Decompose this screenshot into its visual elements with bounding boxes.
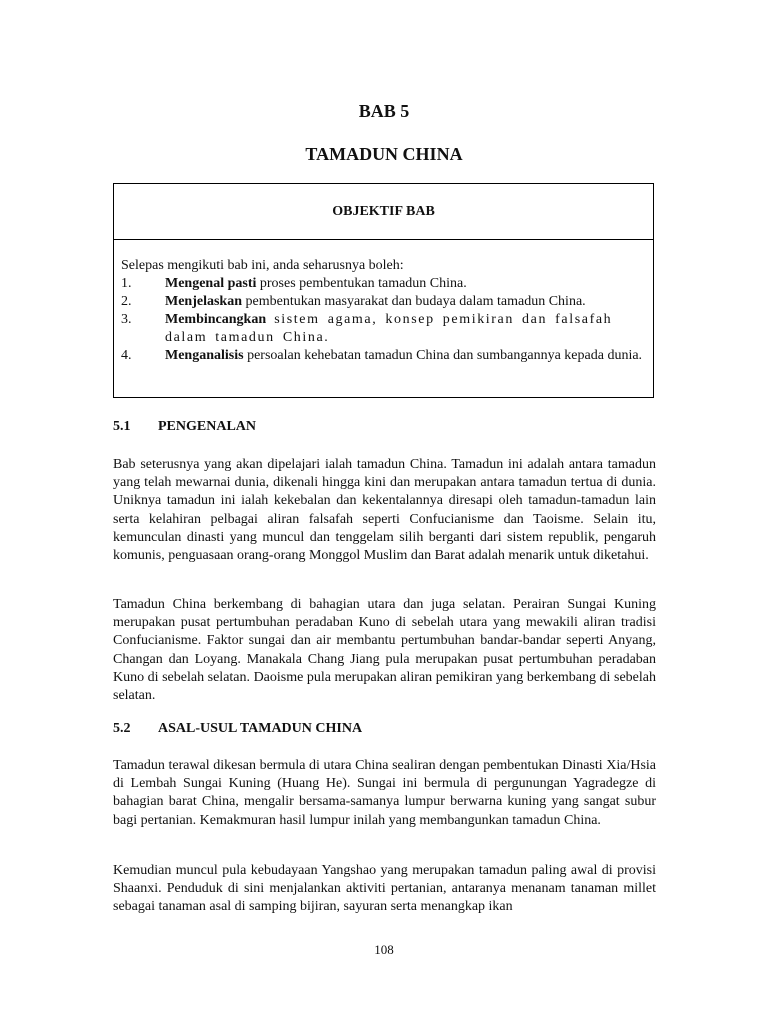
section-number: 5.1: [113, 419, 131, 434]
objective-item: [121, 293, 646, 311]
objectives-body: [114, 240, 653, 365]
objectives-box: [113, 183, 654, 398]
body-paragraph: Kemudian muncul pula kebudayaan Yangshao yang merupakan tamadun paling awal di provisi Shaanxi. Penduduk di sini menjalankan aktiviti pertanian, antaranya menanam tanaman millet sebagai tanaman asal di samping bijiran, sayuran serta menangkap ikan: [113, 863, 656, 915]
body-paragraph: Tamadun terawal dikesan bermula di utara China sealiran dengan pembentukan Dinasti Xia/Hsia di Lembah Sungai Kuning (Huang He). Sungai ini bermula di pergunungan Yagradegze di bahagian barat China, mengalir bersama-samanya lumpur berwarna kuning yang sangat subur bagi pertanian. Kemakmuran hasil lumpur inilah yang membangunkan tamadun China.: [113, 758, 656, 828]
objective-number: 3.: [121, 312, 132, 327]
objective-description: sistem agama, konsep pemikiran dan falsafah dalam tamadun China.: [165, 312, 613, 345]
chapter-number: BAB 5: [358, 101, 410, 121]
objective-description: persoalan kehebatan tamadun China dan sumbangannya kepada dunia.: [243, 348, 643, 363]
objective-description: proses pembentukan tamadun China.: [256, 276, 467, 291]
objective-text: [165, 347, 646, 365]
objective-verb: Mengenal pasti: [165, 276, 257, 291]
objective-text: [165, 275, 646, 293]
objective-verb: Menjelaskan: [165, 294, 242, 309]
objective-number: 4.: [121, 348, 132, 363]
objectives-header: OBJEKTIF BAB: [114, 184, 653, 240]
section-number: 5.2: [113, 721, 131, 736]
objective-item: [121, 311, 646, 347]
objective-verb: Membincangkan: [165, 312, 267, 327]
section-heading-asal-usul: [113, 721, 362, 737]
objective-number: 1.: [121, 276, 132, 291]
objective-description: pembentukan masyarakat dan budaya dalam tamadun China.: [242, 294, 586, 309]
objective-number: 2.: [121, 294, 132, 309]
section-title: ASAL-USUL TAMADUN CHINA: [158, 721, 363, 736]
body-paragraph: Tamadun China berkembang di bahagian utara dan juga selatan. Perairan Sungai Kuning merupakan pusat pertumbuhan peradaban Kuno di sebelah utara yang mewakili aliran tradisi Confucianisme. Faktor sungai dan air membantu pertumbuhan bandar-bandar seperti Anyang, Changan dan Loyang. Manakala Chang Jiang pula merupakan pusat pertumbuhan peradaban Kuno di sebelah selatan. Daoisme pula merupakan aliran pemikiran yang berkembang di sebelah selatan.: [113, 597, 656, 704]
chapter-title: TAMADUN CHINA: [305, 144, 463, 164]
page-number: 108: [374, 942, 394, 957]
objective-item: [121, 275, 646, 293]
objective-text: [165, 293, 646, 311]
objective-text: [165, 311, 646, 347]
section-heading-pengenalan: [113, 419, 256, 435]
objective-item: [121, 347, 646, 365]
body-paragraph: Bab seterusnya yang akan dipelajari ialah tamadun China. Tamadun ini adalah antara tamadun yang telah mewarnai dunia, dikenali hingga kini dan merupakan antara tamadun tertua di dunia. Uniknya tamadun ini ialah kekebalan dan kekentalannya diresapi oleh tamadun-tamadun lain serta kelahiran pelbagai aliran falsafah seperti Confucianisme dan Taoisme. Selain itu, kemunculan dinasti yang muncul dan tenggelam silih berganti dari sistem republik, pengaruh komunis, penguasaan orang-orang Monggol Muslim dan Barat adalah menarik untuk diketahui.: [113, 457, 656, 564]
objective-verb: Menganalisis: [165, 348, 244, 363]
section-title: PENGENALAN: [158, 419, 257, 434]
objectives-intro: Selepas mengikuti bab ini, anda seharusnya boleh:: [121, 258, 404, 273]
